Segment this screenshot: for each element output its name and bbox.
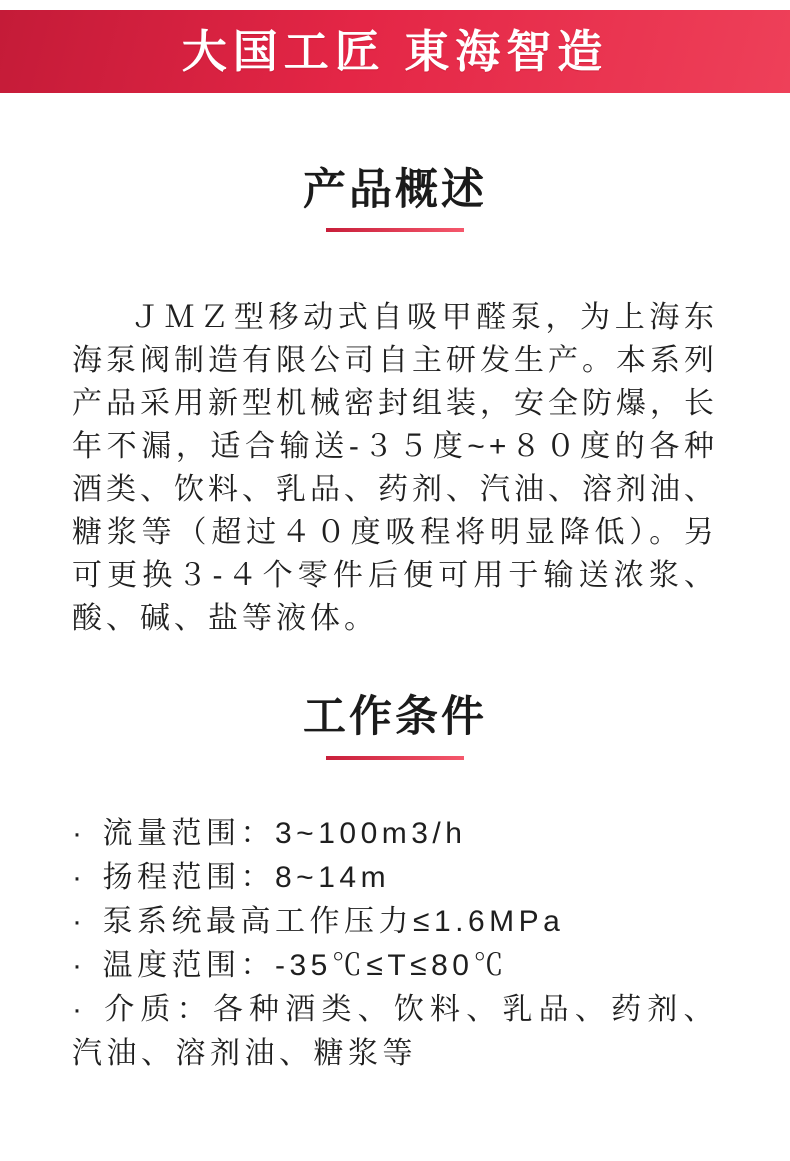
bullet-icon: · [72, 816, 87, 850]
spec-text: 温度范围：-35℃≤T≤80℃ [102, 948, 508, 982]
banner [0, 10, 790, 93]
bullet-icon: · [72, 992, 87, 1026]
spec-text: 介质：各种酒类、饮料、乳品、药剂、汽油、溶剂油、糖浆等 [72, 992, 718, 1070]
title-underline [326, 756, 464, 760]
spec-text: 泵系统最高工作压力≤1.6MPa [102, 904, 565, 938]
list-item-medium [72, 988, 718, 1076]
list-item-temp-range [72, 944, 718, 988]
bullet-icon: · [72, 904, 87, 938]
list-item-head-range [72, 856, 718, 900]
banner-title: 大国工匠 東海智造 [181, 26, 609, 77]
bullet-icon: · [72, 948, 87, 982]
list-item-flow-range [72, 812, 718, 856]
spec-text: 流量范围：3~100m3/h [102, 816, 467, 850]
conditions-title: 工作条件 [303, 693, 487, 742]
spec-list [0, 812, 790, 1076]
overview-paragraph: ＪＭＺ型移动式自吸甲醛泵，为上海东海泵阀制造有限公司自主研发生产。本系列产品采用新型机械密封组装，安全防爆，长年不漏，适合输送-３５度~+８０度的各种酒类、饮料、乳品、药剂、汽油、溶剂油、糖浆等（超过４０度吸程将明显降低）。另可更换３-４个零件后便可用于输送浓浆、酸、碱、盐等液体。 [72, 301, 718, 636]
bullet-icon: · [72, 860, 87, 894]
section-conditions [0, 694, 790, 1075]
spec-text: 扬程范围：8~14m [102, 860, 391, 894]
section-overview [0, 167, 790, 640]
list-item-max-pressure [72, 900, 718, 944]
title-underline [326, 228, 464, 232]
overview-title: 产品概述 [303, 166, 487, 214]
